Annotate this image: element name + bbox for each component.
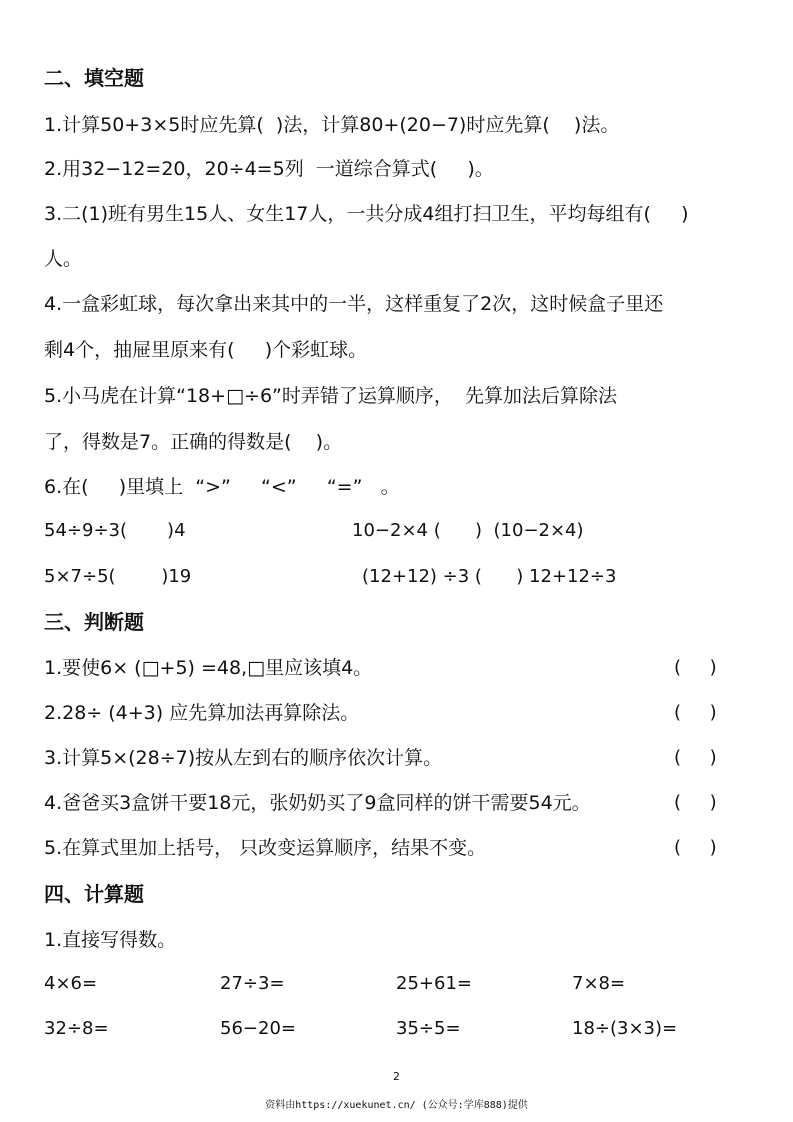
section-title-true-false: 三、判断题: [44, 610, 144, 634]
compare-item-c: 5×7÷5( )19: [44, 566, 192, 587]
judge-item-3: 3.计算5×(28÷7)按从左到右的顺序依次计算。: [44, 747, 443, 769]
footer-source: 资料由https://xuekunet.cn/ (公众号:学库888)提供: [265, 1100, 528, 1111]
judge-answer-2: ( ): [674, 702, 717, 723]
fill-blank-q2: 2.用32−12=20，20÷4=5列 一道综合算式( )。: [44, 158, 494, 180]
fill-blank-q4-line2: 剩4个，抽屉里原来有( )个彩虹球。: [44, 339, 368, 361]
judge-answer-5: ( ): [674, 837, 717, 858]
fill-blank-q5-line1: 5.小马虎在计算“18+□÷6”时弄错了运算顺序， 先算加法后算除法: [44, 385, 617, 407]
calc-item: 27÷3=: [220, 973, 285, 994]
judge-item-4: 4.爸爸买3盒饼干要18元，张奶奶买了9盒同样的饼干需要54元。: [44, 792, 591, 814]
fill-blank-q6: 6.在( )里填上 “>” “<” “=” 。: [44, 476, 400, 498]
calc-item: 7×8=: [572, 973, 626, 994]
calc-item: 18÷(3×3)=: [572, 1018, 678, 1039]
fill-blank-q3-line1: 3.二(1)班有男生15人、女生17人，一共分成4组打扫卫生，平均每组有( ): [44, 203, 689, 225]
calc-item: 32÷8=: [44, 1018, 109, 1039]
fill-blank-q5-line2: 了，得数是7。正确的得数是( )。: [44, 431, 343, 453]
judge-answer-1: ( ): [674, 657, 717, 678]
compare-item-b: 10−2×4 ( ) (10−2×4): [352, 520, 584, 541]
calc-item: 35÷5=: [396, 1018, 461, 1039]
judge-answer-3: ( ): [674, 747, 717, 768]
judge-item-1: 1.要使6× (□+5) =48,□里应该填4。: [44, 657, 373, 679]
judge-item-2: 2.28÷ (4+3) 应先算加法再算除法。: [44, 702, 360, 724]
fill-blank-q4-line1: 4.一盒彩虹球，每次拿出来其中的一半，这样重复了2次，这时候盒子里还: [44, 293, 664, 315]
section-title-fill-blank: 二、填空题: [44, 66, 144, 90]
calc-q1: 1.直接写得数。: [44, 929, 177, 951]
section-title-calculation: 四、计算题: [44, 882, 144, 906]
fill-blank-q1: 1.计算50+3×5时应先算( )法，计算80+(20−7)时应先算( )法。: [44, 114, 620, 136]
page-number: 2: [393, 1070, 400, 1083]
compare-item-d: (12+12) ÷3 ( ) 12+12÷3: [362, 566, 617, 587]
judge-item-5: 5.在算式里加上括号， 只改变运算顺序，结果不变。: [44, 837, 487, 859]
calc-item: 4×6=: [44, 973, 98, 994]
fill-blank-q3-line2: 人。: [44, 248, 83, 270]
calc-item: 25+61=: [396, 973, 472, 994]
compare-item-a: 54÷9÷3( )4: [44, 520, 186, 541]
calc-item: 56−20=: [220, 1018, 296, 1039]
judge-answer-4: ( ): [674, 792, 717, 813]
